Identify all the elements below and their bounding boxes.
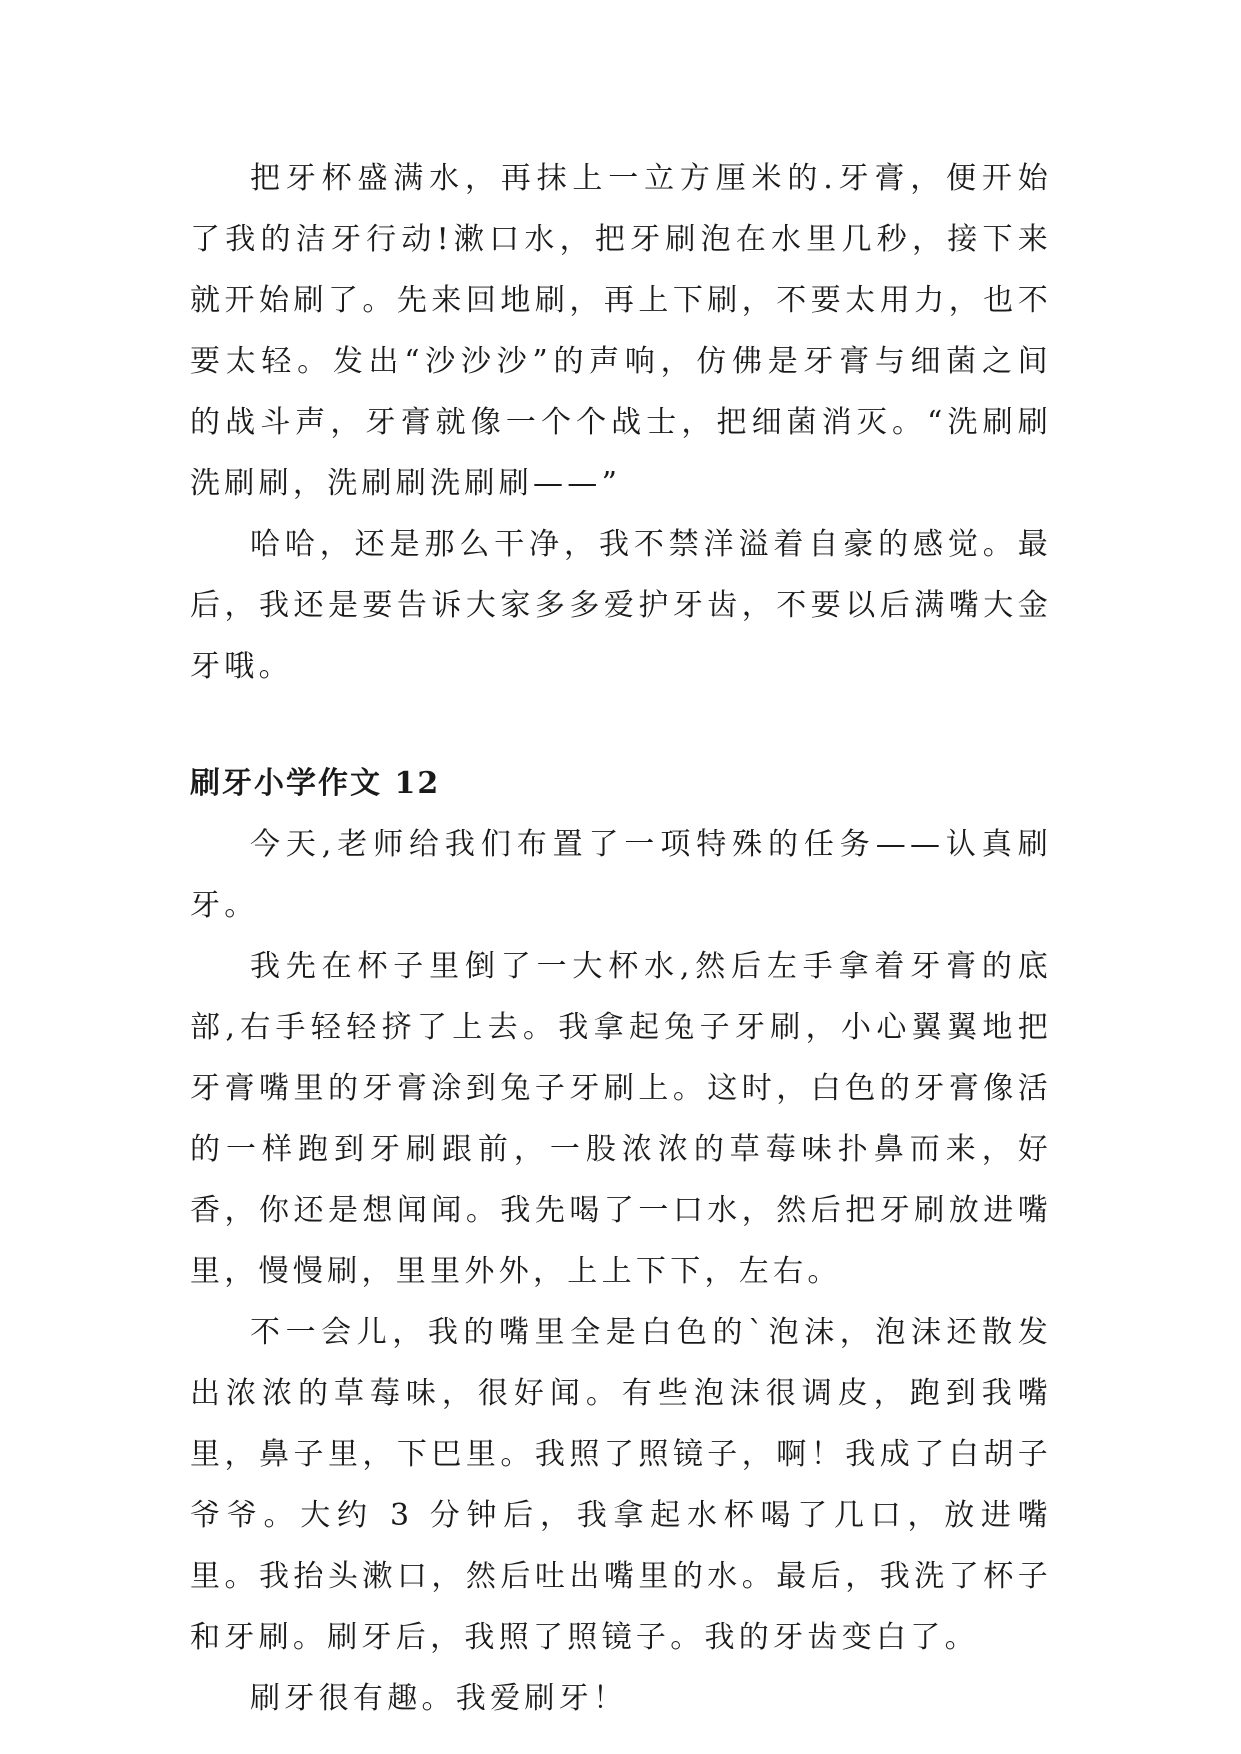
- paragraph: 不一会儿，我的嘴里全是白色的`泡沫，泡沫还散发出浓浓的草莓味，很好闻。有些泡沫很调皮，跑到我嘴里，鼻子里，下巴里。我照了照镜子，啊！我成了白胡子爷爷。大约 3 分钟后，我拿起水杯喝了几口，放进嘴里。我抬头漱口，然后吐出嘴里的水。最后，我洗了杯子和牙刷。刷牙后，我照了照镜子。我的牙齿变白了。: [190, 1315, 1052, 1655]
- paragraph: 我先在杯子里倒了一大杯水,然后左手拿着牙膏的底部,右手轻轻挤了上去。我拿起兔子牙刷，小心翼翼地把牙膏嘴里的牙膏涂到兔子牙刷上。这时，白色的牙膏像活的一样跑到牙刷跟前，一股浓浓的草莓味扑鼻而来，好香，你还是想闻闻。我先喝了一口水，然后把牙刷放进嘴里，慢慢刷，里里外外，上上下下，左右。: [190, 949, 1052, 1289]
- paragraph: 把牙杯盛满水，再抹上一立方厘米的.牙膏，便开始了我的洁牙行动!漱口水，把牙刷泡在水里几秒，接下来就开始刷了。先来回地刷，再上下刷，不要太用力，也不要太轻。发出“沙沙沙”的声响，仿佛是牙膏与细菌之间的战斗声，牙膏就像一个个战士，把细菌消灭。“洗刷刷洗刷刷，洗刷刷洗刷刷——”: [190, 161, 1052, 501]
- paragraph: 刷牙很有趣。我爱刷牙！: [250, 1681, 628, 1716]
- paragraph: 哈哈，还是那么干净，我不禁洋溢着自豪的感觉。最后，我还是要告诉大家多多爱护牙齿，不要以后满嘴大金牙哦。: [190, 527, 1052, 684]
- section-gap: [190, 697, 1052, 753]
- paragraph: 今天,老师给我们布置了一项特殊的任务——认真刷牙。: [190, 827, 1052, 923]
- section-title: 刷牙小学作文 12: [190, 766, 441, 801]
- document-page: [190, 148, 1052, 1729]
